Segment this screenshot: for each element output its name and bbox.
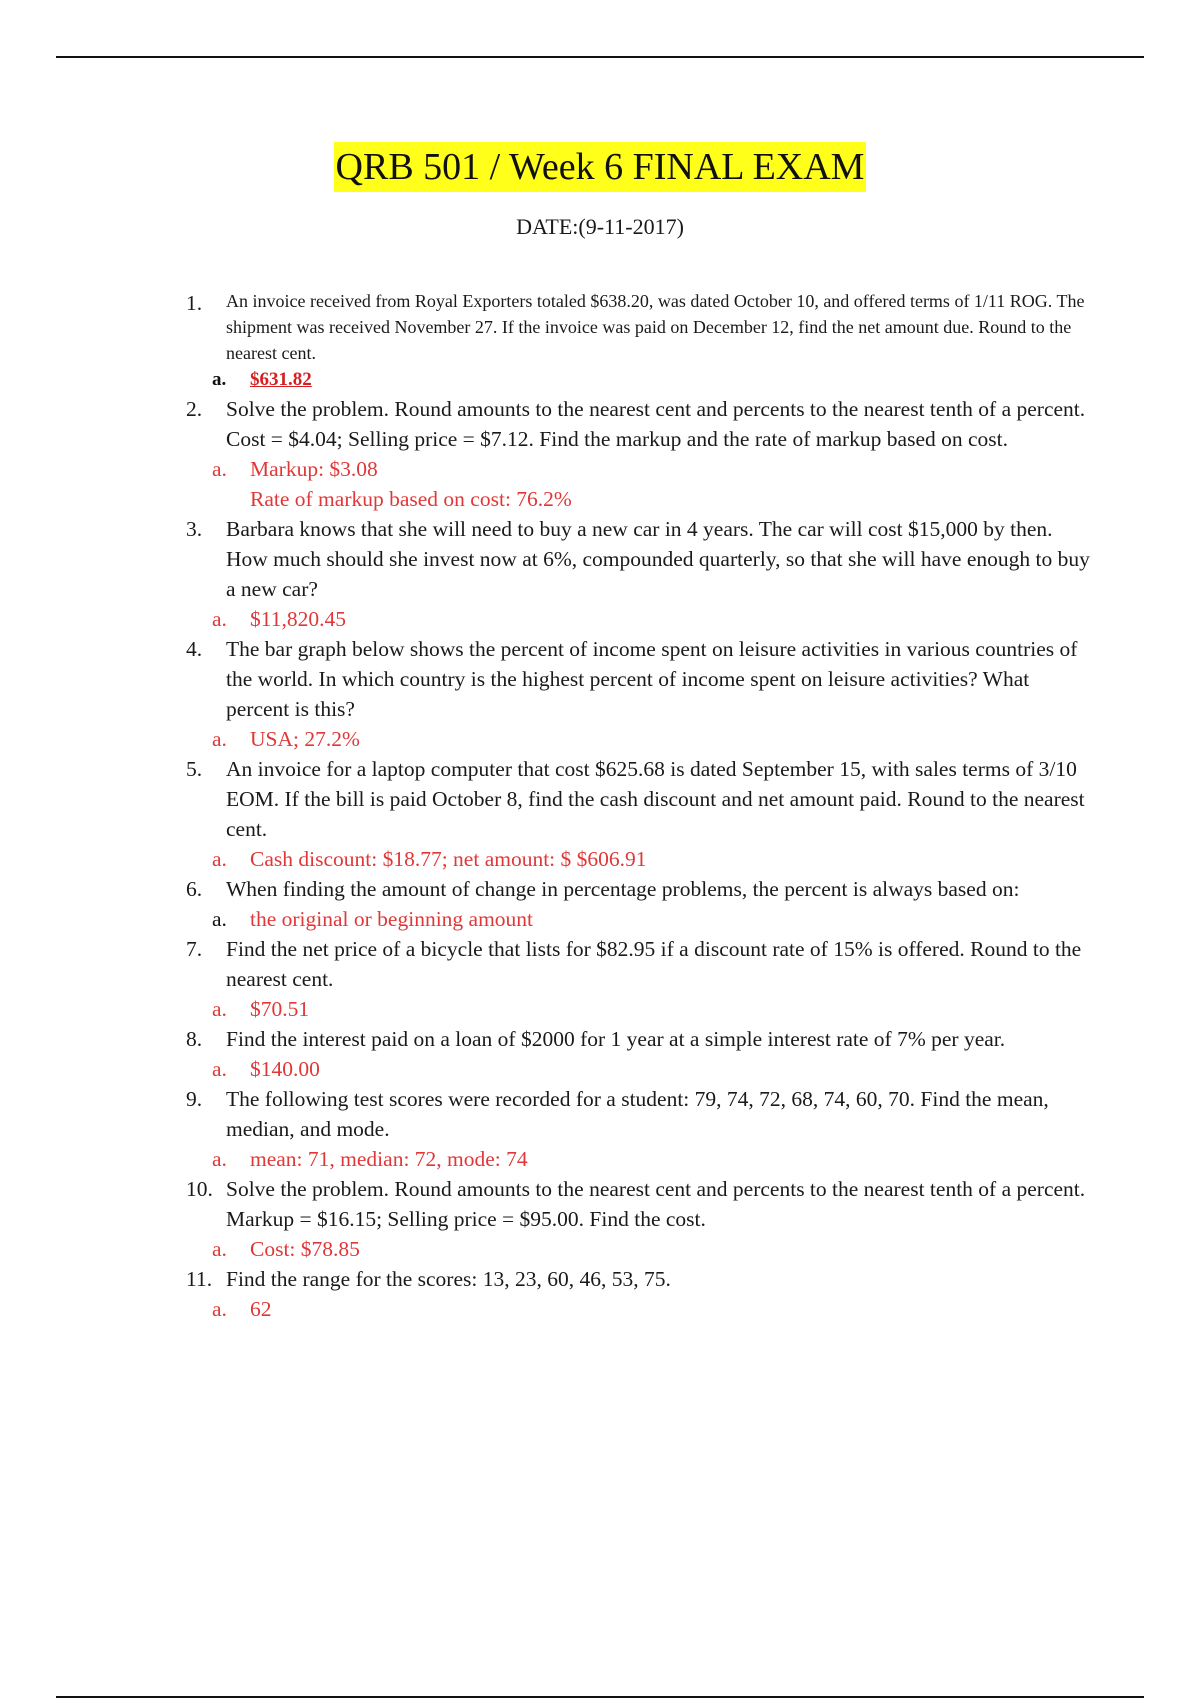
answer-9 bbox=[186, 1144, 1096, 1174]
question-3 bbox=[186, 514, 1096, 604]
answer-2 bbox=[186, 454, 1096, 484]
question-number: 3. bbox=[186, 517, 203, 541]
bottom-rule bbox=[56, 1696, 1144, 1698]
answer-text: Markup: $3.08 bbox=[250, 457, 378, 481]
answer-letter: a. bbox=[212, 607, 227, 631]
answer-3 bbox=[186, 604, 1096, 634]
question-6 bbox=[186, 874, 1096, 904]
answer-text: $631.82 bbox=[250, 369, 312, 390]
question-text: Find the interest paid on a loan of $2000 for 1 year at a simple interest rate of 7% per year. bbox=[226, 1027, 1006, 1051]
question-2 bbox=[186, 394, 1096, 454]
answer-letter: a. bbox=[212, 369, 227, 390]
question-text: When finding the amount of change in percentage problems, the percent is always based on: bbox=[226, 877, 1020, 901]
top-rule bbox=[56, 56, 1144, 58]
answer-letter: a. bbox=[212, 847, 227, 871]
answer-letter: a. bbox=[212, 1147, 227, 1171]
answer-5 bbox=[186, 844, 1096, 874]
page-title: QRB 501 / Week 6 FINAL EXAM bbox=[334, 142, 867, 192]
question-7 bbox=[186, 934, 1096, 994]
answer-letter: a. bbox=[212, 727, 227, 751]
exam-date: DATE:(9-11-2017) bbox=[516, 214, 684, 239]
answer-11 bbox=[186, 1294, 1096, 1324]
answer-letter: a. bbox=[212, 1297, 227, 1321]
question-text: Barbara knows that she will need to buy a new car in 4 years. The car will cost $15,000 by then. How much should she invest now at 6%, compounded quarterly, so that she will have enough to buy a new car? bbox=[226, 517, 1090, 601]
question-number: 8. bbox=[186, 1027, 203, 1051]
answer-4 bbox=[186, 724, 1096, 754]
question-number: 1. bbox=[186, 291, 203, 315]
question-text: An invoice for a laptop computer that cost $625.68 is dated September 15, with sales terms of 3/10 EOM. If the bill is paid October 8, find the cash discount and net amount paid. Round to the nearest cent. bbox=[226, 757, 1085, 841]
question-number: 7. bbox=[186, 937, 203, 961]
answer-letter: a. bbox=[212, 1237, 227, 1261]
question-text: Solve the problem. Round amounts to the nearest cent and percents to the nearest tenth of a percent. Markup = $16.15; Selling price = $95.00. Find the cost. bbox=[226, 1177, 1086, 1231]
answer-text: 62 bbox=[250, 1297, 272, 1321]
question-1 bbox=[186, 288, 1096, 366]
answer-text: $11,820.45 bbox=[250, 607, 346, 631]
answer-letter: a. bbox=[212, 907, 227, 931]
answer-text: USA; 27.2% bbox=[250, 727, 360, 751]
answer-6 bbox=[186, 904, 1096, 934]
question-text: Find the net price of a bicycle that lists for $82.95 if a discount rate of 15% is offered. Round to the nearest cent. bbox=[226, 937, 1082, 991]
answer-text: Cash discount: $18.77; net amount: $ $606.91 bbox=[250, 847, 647, 871]
answer-1 bbox=[186, 366, 1096, 394]
answer-letter: a. bbox=[212, 997, 227, 1021]
question-4 bbox=[186, 634, 1096, 724]
answer-text: $140.00 bbox=[250, 1057, 320, 1081]
question-9 bbox=[186, 1084, 1096, 1144]
title-block bbox=[0, 142, 1200, 192]
question-number: 4. bbox=[186, 637, 203, 661]
question-8 bbox=[186, 1024, 1096, 1054]
answer-text: Cost: $78.85 bbox=[250, 1237, 360, 1261]
question-5 bbox=[186, 754, 1096, 844]
question-text: An invoice received from Royal Exporters totaled $638.20, was dated October 10, and offered terms of 1/11 ROG. The shipment was received November 27. If the invoice was paid on December 12, find the net amount due. Round to the nearest cent. bbox=[226, 291, 1085, 363]
answer-2-line-2 bbox=[186, 484, 1096, 514]
question-11 bbox=[186, 1264, 1096, 1294]
answer-text: the original or beginning amount bbox=[250, 907, 534, 931]
answer-text: mean: 71, median: 72, mode: 74 bbox=[250, 1147, 528, 1171]
answer-letter: a. bbox=[212, 457, 227, 481]
question-number: 9. bbox=[186, 1087, 203, 1111]
question-number: 10. bbox=[186, 1177, 213, 1201]
answer-text: Rate of markup based on cost: 76.2% bbox=[250, 487, 572, 511]
answer-text: $70.51 bbox=[250, 997, 310, 1021]
answer-10 bbox=[186, 1234, 1096, 1264]
question-list bbox=[186, 258, 1096, 1324]
question-10 bbox=[186, 1174, 1096, 1234]
answer-letter: a. bbox=[212, 1057, 227, 1081]
question-text: The following test scores were recorded for a student: 79, 74, 72, 68, 74, 60, 70. Find the mean, median, and mode. bbox=[226, 1087, 1049, 1141]
question-number: 11. bbox=[186, 1267, 213, 1291]
question-text: The bar graph below shows the percent of income spent on leisure activities in various countries of the world. In which country is the highest percent of income spent on leisure activities? What percent is this? bbox=[226, 637, 1078, 721]
question-text: Solve the problem. Round amounts to the nearest cent and percents to the nearest tenth of a percent. Cost = $4.04; Selling price = $7.12. Find the markup and the rate of markup based on cost. bbox=[226, 397, 1086, 451]
answer-8 bbox=[186, 1054, 1096, 1084]
answer-7 bbox=[186, 994, 1096, 1024]
question-text: Find the range for the scores: 13, 23, 60, 46, 53, 75. bbox=[226, 1267, 671, 1291]
question-number: 5. bbox=[186, 757, 203, 781]
question-number: 2. bbox=[186, 397, 203, 421]
question-number: 6. bbox=[186, 877, 203, 901]
